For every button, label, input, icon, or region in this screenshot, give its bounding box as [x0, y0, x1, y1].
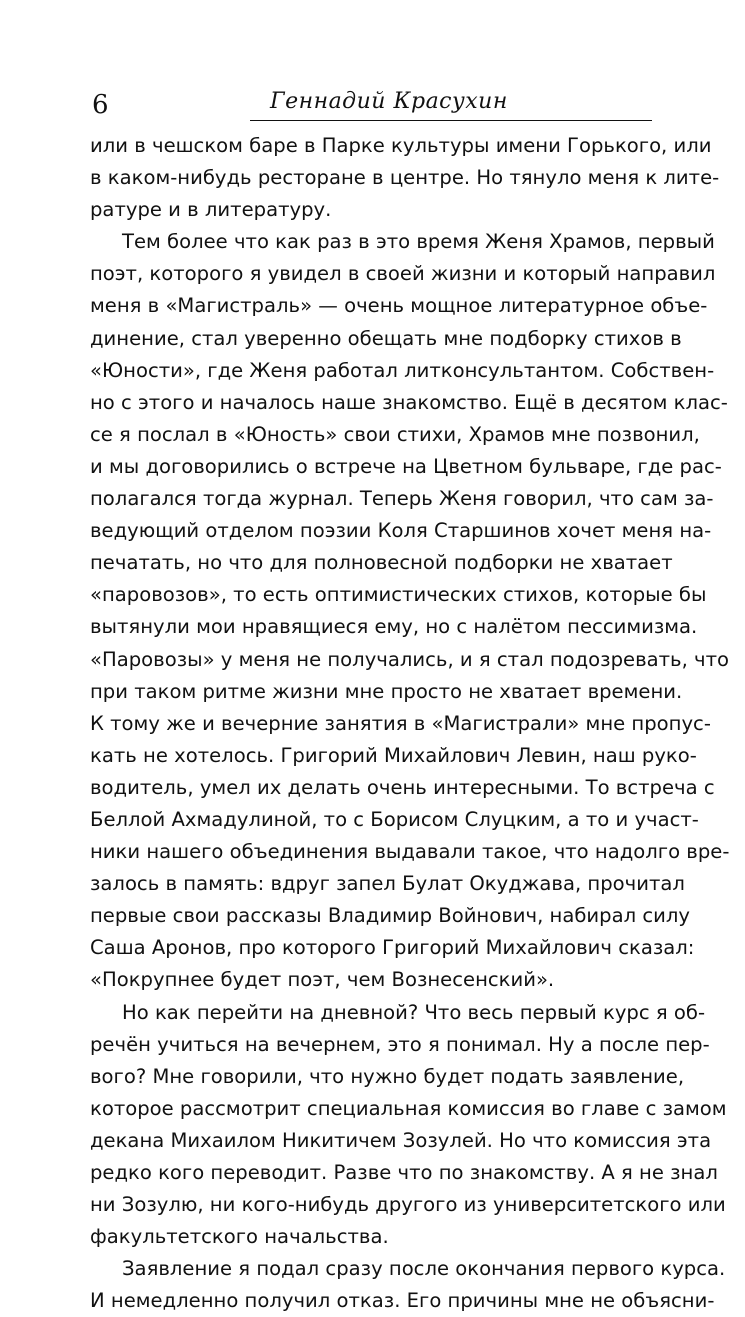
text-line: вого? Мне говорили, что нужно будет подать заявление, [90, 1064, 685, 1088]
text-line: водитель, умел их делать очень интересными. То встреча с [90, 775, 715, 799]
text-line: но с этого и началось наше знакомство. Ещё в десятом клас- [90, 390, 728, 414]
text-line: печатать, но что для полновесной подборки не хватает [90, 551, 673, 575]
text-line: редко кого переводит. Разве что по знакомству. А я не знал [90, 1161, 718, 1184]
text-line: вытянули мои нравящиеся ему, но с налётом пессимизма. [90, 615, 698, 639]
text-line: «Паровозы» у меня не получались, и я стал подозревать, что [90, 647, 730, 671]
text-line: К тому же и вечерние занятия в «Магистрали» мне пропус- [90, 711, 711, 735]
text-line: залось в память: вдруг запел Булат Окуджава, прочитал [90, 872, 685, 896]
text-line: Саша Аронов, про которого Григорий Михайлович сказал: [90, 936, 695, 960]
text-line: полагался тогда журнал. Теперь Женя говорил, что сам за- [90, 487, 714, 511]
paragraph [90, 130, 720, 226]
text-line: «Покрупнее будет поэт, чем Вознесенский». [90, 968, 555, 992]
text-line: в каком-нибудь ресторане в центре. Но тянуло меня к лите- [90, 166, 720, 190]
text-line: поэт, которого я увидел в своей жизни и который направил [90, 262, 716, 286]
text-line: ни Зозулю, ни кого-нибудь другого из университетского или [90, 1193, 726, 1217]
text-line: первые свои рассказы Владимир Войнович, набирал силу [90, 904, 690, 928]
paragraph [90, 997, 727, 1254]
text-line: Беллой Ахмадулиной, то с Борисом Слуцким, а то и участ- [90, 807, 699, 831]
text-line: меня в «Магистраль» — очень мощное литературное объе- [90, 294, 708, 318]
body-text [90, 130, 730, 1317]
text-line: речён учиться на вечернем, это я понимал. Ну а после пер- [90, 1032, 710, 1056]
text-line: и мы договорились о встрече на Цветном бульваре, где рас- [90, 454, 722, 478]
paragraph [90, 1253, 726, 1317]
page-header [90, 84, 652, 122]
text-line: «Юности», где Женя работал литконсультантом. Собствен- [90, 358, 715, 382]
page-number: 6 [92, 90, 109, 120]
text-line: «паровозов», то есть оптимистических стихов, которые бы [90, 583, 707, 607]
text-line: ники нашего объединения выдавали такое, что надолго вре- [90, 840, 730, 864]
running-title: Геннадий Красухин [270, 89, 508, 114]
paragraph [90, 226, 730, 996]
text-line: которое рассмотрит специальная комиссия во главе с замом [90, 1096, 727, 1120]
header-rule [250, 120, 652, 121]
text-line: Тем более что как раз в это время Женя Храмов, первый [122, 230, 715, 254]
text-line: се я послал в «Юность» свои стихи, Храмов мне позвонил, [90, 422, 700, 446]
text-line: Заявление я подал сразу после окончания первого курса. [122, 1257, 726, 1281]
text-line: ведующий отделом поэзии Коля Старшинов хочет меня на- [90, 519, 712, 543]
text-line: динение, стал уверенно обещать мне подборку стихов в [90, 326, 682, 350]
text-line: при таком ритме жизни мне просто не хватает времени. [90, 679, 683, 703]
text-line: факультетского начальства. [90, 1225, 389, 1249]
text-line: или в чешском баре в Парке культуры имени Горького, или [90, 134, 712, 157]
text-line: И немедленно получил отказ. Его причины мне не объясни- [90, 1289, 715, 1313]
text-line: кать не хотелось. Григорий Михайлович Левин, наш руко- [90, 743, 697, 767]
text-line: ратуре и в литературу. [90, 198, 332, 222]
text-line: декана Михаилом Никитичем Зозулей. Но что комиссия эта [90, 1128, 712, 1152]
text-line: Но как перейти на дневной? Что весь первый курс я об- [122, 1000, 706, 1024]
